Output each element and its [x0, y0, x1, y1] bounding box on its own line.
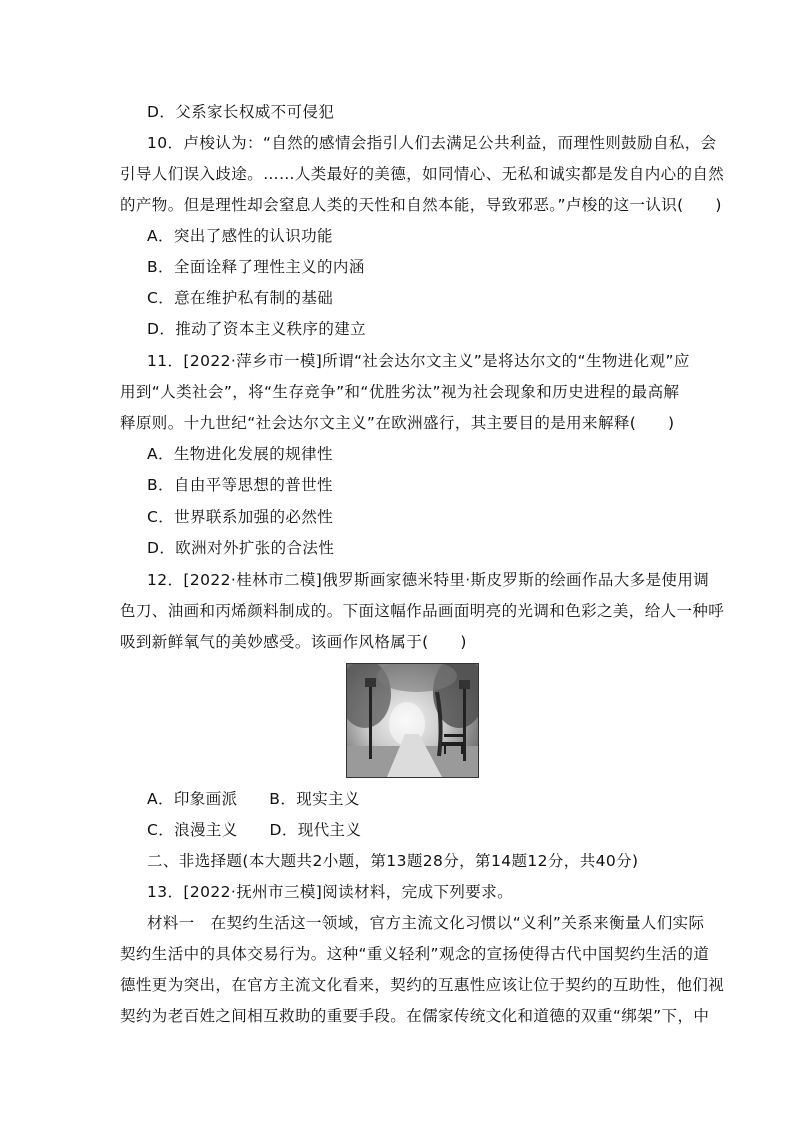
q10-stem-line1: 10．卢梭认为：“自然的感情会指引人们去满足公共利益，而理性则鼓励自私，会: [147, 134, 717, 152]
q11-option-b: B．自由平等思想的普世性: [147, 476, 333, 494]
q13-stem: 13．[2022·抚州市三模]阅读材料，完成下列要求。: [147, 883, 513, 901]
q11-option-a: A．生物进化发展的规律性: [147, 445, 333, 463]
section-heading: 二、非选择题(本大题共2小题，第13题28分，第14题12分，共40分): [147, 852, 639, 870]
q13-material1-line1: 材料一 在契约生活这一领域，官方主流文化习惯以“义利”关系来衡量人们实际: [147, 914, 705, 932]
q10-stem-line2: 引导人们误入歧途。……人类最好的美德，如同情心、无私和诚实都是发自内心的自然: [120, 165, 725, 183]
q11-stem-line1: 11．[2022·萍乡市一模]所谓“社会达尔文主义”是将达尔文的“生物进化观”应: [147, 352, 690, 370]
q13-material1-line4: 契约为老百姓之间相互救助的重要手段。在儒家传统文化和道德的双重“绑架”下，中: [120, 1007, 710, 1025]
painting-image: [346, 663, 479, 778]
q10-option-b: B．全面诠释了理性主义的内涵: [147, 258, 365, 276]
q12-options-row1: A．印象画派 B．现实主义: [147, 790, 360, 808]
q10-option-a: A．突出了感性的认识功能: [147, 227, 333, 245]
q12-stem-line3: 吸到新鲜氧气的美妙感受。该画作风格属于( ): [120, 633, 467, 651]
q9-option-d: D．父系家长权威不可侵犯: [147, 103, 335, 121]
q11-option-c: C．世界联系加强的必然性: [147, 508, 334, 526]
q13-material1-line2: 契约生活中的具体交易行为。这种“重义轻利”观念的宣扬使得古代中国契约生活的道: [120, 945, 710, 963]
q12-options-row2: C．浪漫主义 D．现代主义: [147, 821, 362, 839]
q12-stem-line2: 色刀、油画和丙烯颜料制成的。下面这幅作品画面明亮的光调和色彩之美，给人一种呼: [120, 602, 725, 620]
q11-stem-line2: 用到“人类社会”，将“生存竞争”和“优胜劣汰”视为社会现象和历史进程的最高解: [120, 383, 680, 401]
q11-stem-line3: 释原则。十九世纪“社会达尔文主义”在欧洲盛行，其主要目的是用来解释( ): [120, 414, 675, 432]
q10-option-d: D．推动了资本主义秩序的建立: [147, 320, 367, 338]
q13-material1-line3: 德性更为突出，在官方主流文化看来，契约的互惠性应该让位于契约的互助性，他们视: [120, 976, 725, 994]
q10-stem-line3: 的产物。但是理性却会窒息人类的天性和自然本能，导致邪恶。”卢梭的这一认识( ): [120, 196, 722, 214]
q10-option-c: C．意在维护私有制的基础: [147, 289, 334, 307]
q11-option-d: D．欧洲对外扩张的合法性: [147, 539, 335, 557]
park-painting-illustration: [347, 664, 478, 777]
q12-stem-line1: 12．[2022·桂林市二模]俄罗斯画家德米特里·斯皮罗斯的绘画作品大多是使用调: [147, 571, 710, 589]
